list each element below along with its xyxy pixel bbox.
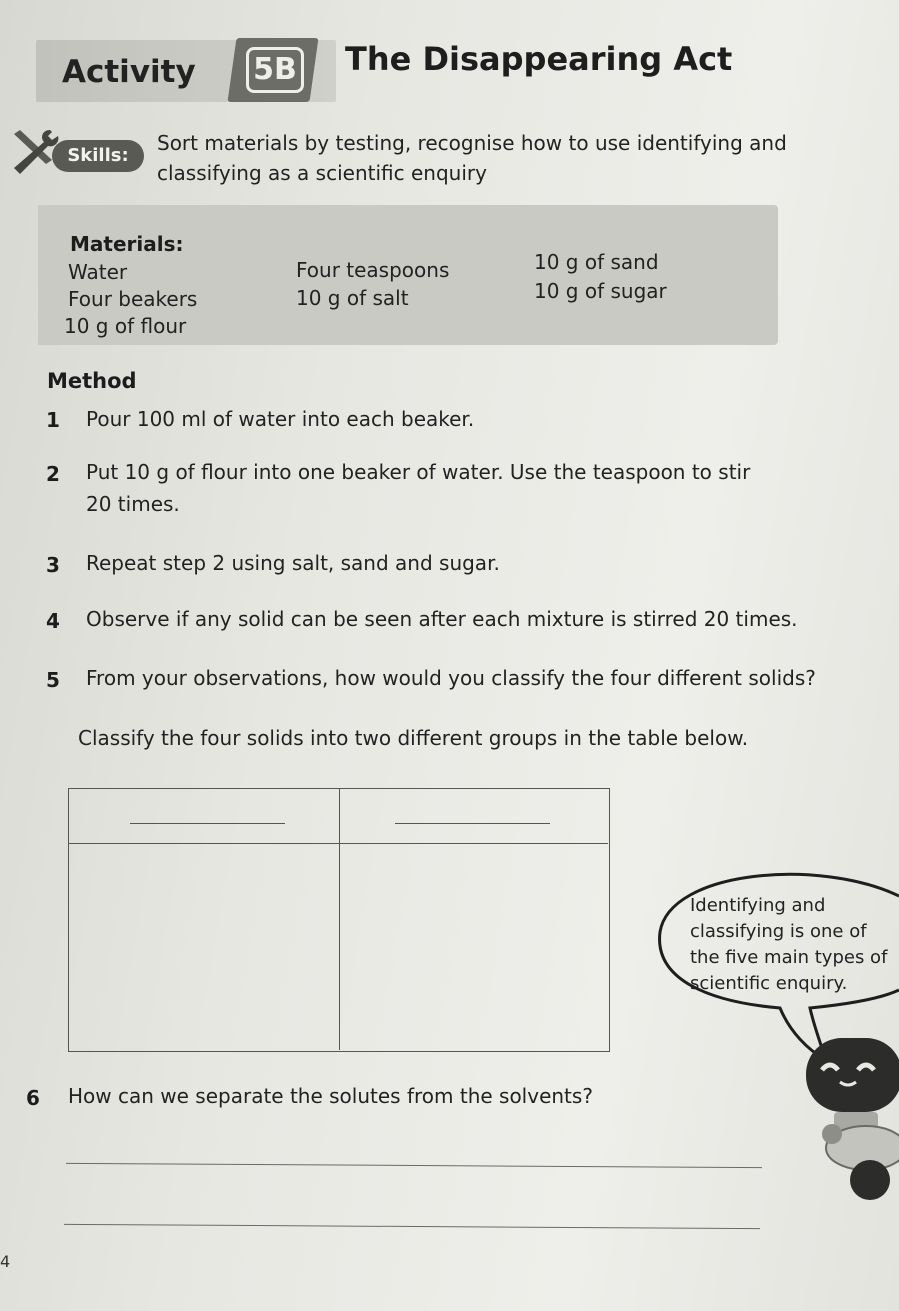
- question-6-text: How can we separate the solutes from the solvents?: [68, 1084, 593, 1108]
- skills-description: [157, 128, 877, 188]
- skills-line-2: classifying as a scientific enquiry: [157, 161, 487, 185]
- material-item: Four teaspoons: [296, 258, 450, 282]
- activity-label: Activity: [62, 54, 196, 90]
- material-item: 10 g of sugar: [534, 279, 667, 303]
- robot-mascot-icon: [800, 1030, 899, 1200]
- speech-line: scientific enquiry.: [690, 973, 848, 994]
- question-number: 6: [26, 1086, 40, 1110]
- step-line: Put 10 g of flour into one beaker of water. Use the teaspoon to stir: [86, 460, 751, 484]
- material-item: 10 g of salt: [296, 286, 409, 310]
- activity-badge: 5B: [246, 47, 304, 93]
- classify-instruction: Classify the four solids into two different groups in the table below.: [78, 726, 749, 750]
- speech-line: the five main types of: [690, 947, 888, 968]
- material-item: Four beakers: [68, 287, 198, 311]
- page-number: 4: [0, 1252, 11, 1271]
- step-number: 3: [46, 553, 60, 577]
- group-1-heading-blank[interactable]: [130, 823, 285, 824]
- answer-line-1[interactable]: [66, 1163, 762, 1168]
- material-item: 10 g of sand: [534, 250, 659, 274]
- step-number: 5: [46, 668, 60, 692]
- step-text: Pour 100 ml of water into each beaker.: [86, 407, 475, 431]
- skills-line-1: Sort materials by testing, recognise how to use identifying and: [157, 131, 787, 155]
- step-text: [86, 456, 876, 520]
- speech-line: classifying is one of: [690, 921, 867, 942]
- materials-heading: Materials:: [70, 232, 184, 256]
- step-line: 20 times.: [86, 492, 180, 516]
- group-2-heading-blank[interactable]: [395, 823, 550, 824]
- material-item: Water: [68, 260, 128, 284]
- skills-badge: Skills:: [52, 140, 144, 172]
- answer-line-2[interactable]: [64, 1224, 760, 1229]
- table-column-divider: [339, 788, 340, 1050]
- method-heading: Method: [47, 369, 137, 393]
- step-text: From your observations, how would you classify the four different solids?: [86, 666, 816, 690]
- step-text: Repeat step 2 using salt, sand and sugar.: [86, 551, 500, 575]
- group-1-answer-cell[interactable]: [70, 846, 338, 1048]
- speech-bubble-text: [690, 893, 899, 997]
- group-2-answer-cell[interactable]: [341, 846, 607, 1048]
- page-title: The Disappearing Act: [345, 40, 733, 78]
- material-item: 10 g of flour: [64, 314, 187, 338]
- step-text: Observe if any solid can be seen after each mixture is stirred 20 times.: [86, 607, 798, 631]
- step-number: 4: [46, 609, 60, 633]
- step-number: 2: [46, 462, 60, 486]
- step-number: 1: [46, 408, 60, 432]
- speech-line: Identifying and: [690, 895, 826, 916]
- table-header-divider: [68, 843, 608, 844]
